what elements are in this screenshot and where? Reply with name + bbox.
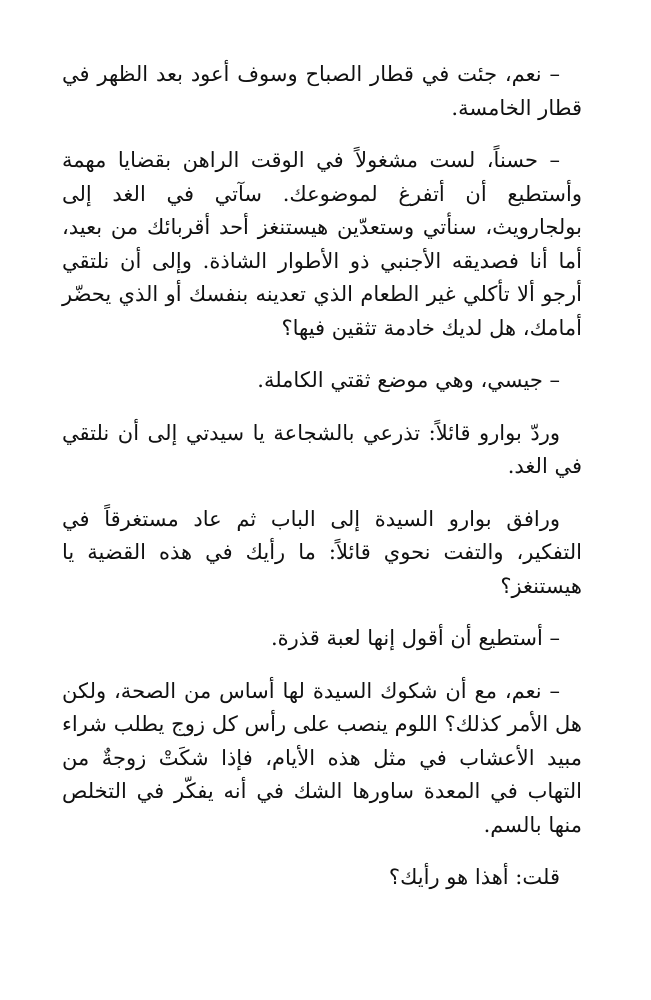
paragraph: قلت: أهذا هو رأيك؟: [388, 865, 560, 889]
paragraph: – نعم، جئت في قطار الصباح وسوف أعود بعد الظهر في قطار الخامسة.: [62, 62, 582, 120]
paragraph: وردّ بوارو قائلاً: تذرعي بالشجاعة يا سيدتي إلى أن نلتقي في الغد.: [62, 420, 582, 478]
paragraph: – نعم، مع أن شكوك السيدة لها أساس من الصحة، ولكن هل الأمر كذلك؟ اللوم ينصب على رأس كل زوج يطلب شراء مبيد الأعشاب في مثل هذه الأيام، فإذا شكَتْ زوجةٌ من التهاب في المعدة ساورها الشك في أنه يفكّر في التخلص منها بالسم.: [62, 678, 582, 837]
paragraph: – أستطيع أن أقول إنها لعبة قذرة.: [270, 626, 560, 650]
paragraph: – جيسي، وهي موضع ثقتي الكاملة.: [257, 368, 560, 392]
paragraph: ورافق بوارو السيدة إلى الباب ثم عاد مستغرقاً في التفكير، والتفت نحوي قائلاً: ما رأيك في هذه القضية يا هيستنغز؟: [62, 506, 582, 598]
paragraph: – حسناً، لست مشغولاً في الوقت الراهن بقضايا مهمة وأستطيع أن أتفرغ لموضوعك. سآتي في الغد إلى بولجارويث، سنأتي وستعدّين هيستنغز أحد أقربائك من بعيد، أما أنا فصديقه الأجنبي ذو الأطوار الشاذة. وإلى أن نلتقي أرجو ألا تأكلي غير الطعام الذي تعدينه بنفسك أو الذي يحضّر أمامك، هل لديك خادمة تثقين فيها؟: [62, 148, 582, 340]
book-page: [62, 58, 582, 914]
